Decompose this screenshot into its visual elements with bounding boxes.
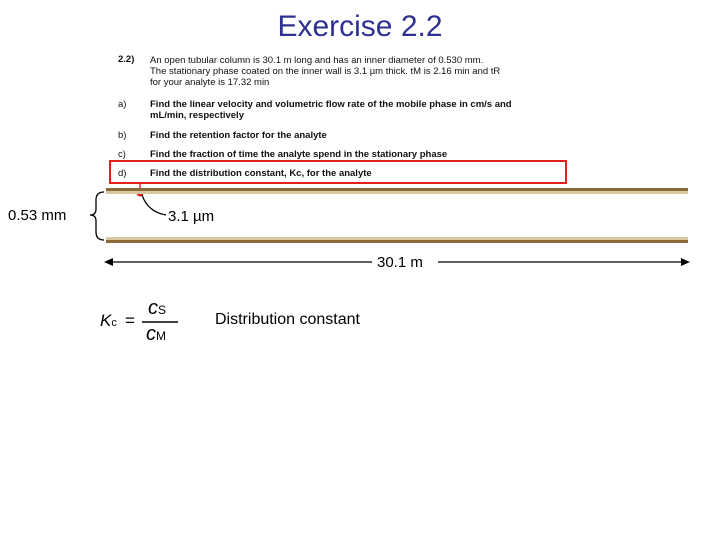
part-d-highlight-box bbox=[110, 161, 566, 183]
part-line: mL/min, respectively bbox=[150, 110, 244, 121]
part-c-text: Find the fraction of time the analyte spend in the stationary phase bbox=[150, 149, 448, 160]
kc-sub: c bbox=[111, 317, 117, 329]
numerator bbox=[148, 297, 166, 320]
part-line: Find the linear velocity and volumetric flow rate of the mobile phase in cm/s and bbox=[150, 99, 512, 110]
thickness-label: 3.1 µm bbox=[168, 208, 215, 225]
column-bottom-wall bbox=[106, 240, 688, 243]
kc-var: K bbox=[100, 311, 112, 330]
column-top-coating bbox=[106, 191, 688, 194]
slide-title: Exercise 2.2 bbox=[277, 10, 443, 43]
equals-sign: = bbox=[125, 311, 135, 330]
cm-sub: M bbox=[156, 329, 166, 343]
part-d-text: Find the distribution constant, Kc, for the analyte bbox=[150, 168, 372, 179]
length-arrowhead-right bbox=[681, 258, 690, 266]
statement-line: The stationary phase coated on the inner wall is 3.1 µm thick. tM is 2.16 min and tR bbox=[150, 66, 501, 77]
column-top-wall bbox=[106, 188, 688, 191]
cm-var: c bbox=[146, 323, 156, 345]
cs-sub: S bbox=[158, 303, 167, 317]
part-a-label: a) bbox=[118, 99, 127, 110]
diameter-brace bbox=[90, 192, 104, 240]
denominator bbox=[146, 323, 166, 346]
equation-caption: Distribution constant bbox=[215, 311, 360, 328]
part-b-label: b) bbox=[118, 130, 127, 141]
length-label: 30.1 m bbox=[377, 254, 423, 271]
part-c-label: c) bbox=[118, 149, 126, 160]
column-bottom-coating bbox=[106, 237, 688, 240]
statement-line: An open tubular column is 30.1 m long and has an inner diameter of 0.530 mm. bbox=[150, 55, 484, 66]
thickness-pointer bbox=[142, 195, 166, 215]
problem-number: 2.2) bbox=[118, 54, 135, 65]
part-d-label: d) bbox=[118, 168, 127, 179]
statement-line: for your analyte is 17.32 min bbox=[150, 77, 270, 88]
part-b-text: Find the retention factor for the analyte bbox=[150, 130, 327, 141]
diameter-label: 0.53 mm bbox=[8, 207, 67, 224]
kc-symbol bbox=[100, 311, 117, 331]
cs-var: c bbox=[148, 297, 158, 319]
length-arrowhead-left bbox=[104, 258, 113, 266]
